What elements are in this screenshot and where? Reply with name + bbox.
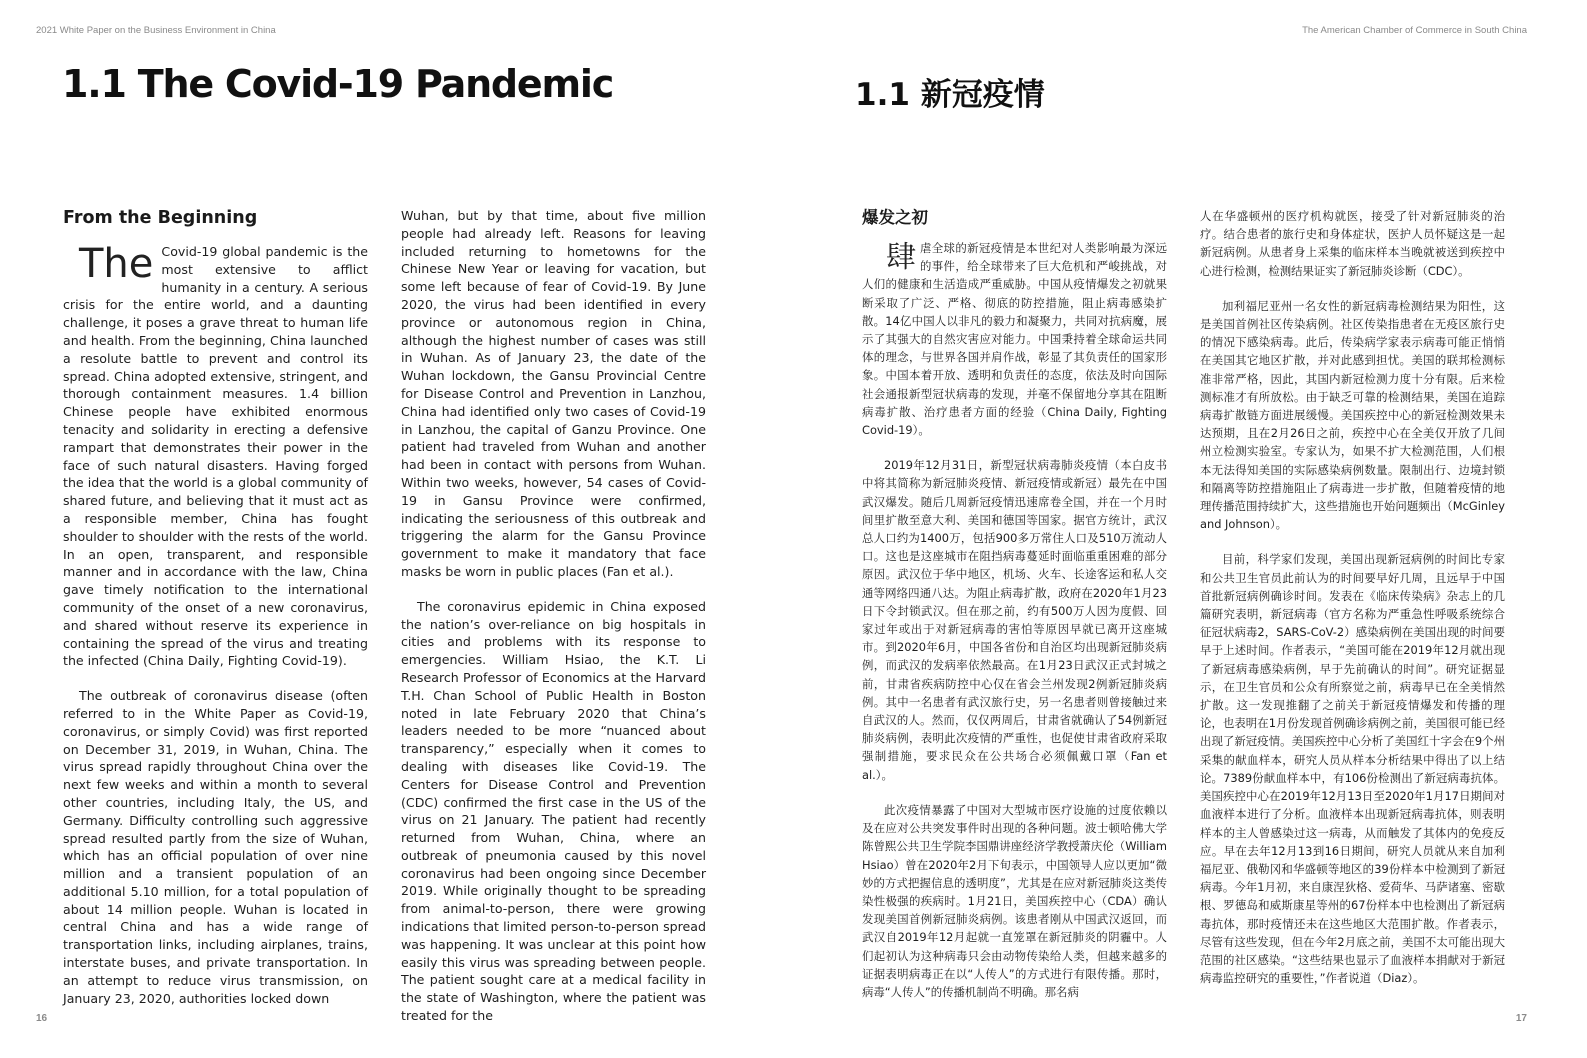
drop-cap: The xyxy=(79,241,154,287)
page-title-english: 1.1 The Covid-19 Pandemic xyxy=(62,62,614,106)
body-paragraph: The coronavirus epidemic in China exposed the nation’s over-reliance on big hospitals in cities and problems with its response to emergencies. William Hsiao, the K.T. Li Research Professor of Economics at the Harvard T.H. Chan School of Public Health in Boston noted in late February 2020 that China’s leaders needed to be more “nuanced about transparency,” especially when it comes to dealing with diseases like Covid-19. The Centers for Disease Control and Prevention (CDC) confirmed the first case in the US of the virus on 21 January. The patient had recently returned from Wuhan, China, where an outbreak of pneumonia caused by this novel coronavirus had been ongoing since December 2019. While originally thought to be spreading from animal-to-person, there were growing indications that limited person-to-person spread was happening. It was unclear at this point how easily this virus was spreading between people. The patient sought care at a medical facility in the state of Washington, where the patient was treated for the xyxy=(401,598,706,1024)
section-heading-english: From the Beginning xyxy=(63,208,258,228)
body-paragraph: 目前，科学家们发现，美国出现新冠病例的时间比专家和公共卫生官员此前认为的时间要早好几周，且远早于中国首批新冠病例确诊时间。发表在《临床传染病》杂志上的几篇研究表明，新冠病毒（官方名称为严重急性呼吸系统综合征冠状病毒2，SARS-CoV-2）感染病例在美国出现的时间要早于上述时间。作者表示，“美国可能在2019年12月就出现了新冠病毒感染病例，早于先前确认的时间”。研究证据显示，在卫生官员和公众有所察觉之前，病毒早已在全美悄然扩散。这一发现推翻了之前关于新冠疫情爆发和传播的理论，也表明在1月份发现首例确诊病例之前，美国很可能已经出现了新冠疫情。美国疾控中心分析了美国红十字会在9个州采集的献血样本，研究人员从样本分析结果中得出了以上结论。7389份献血样本中，有106份检测出了新冠病毒抗体。美国疾控中心在2019年12月13日至2020年1月17日期间对血液样本进行了分析。血液样本出现新冠病毒抗体，则表明样本的主人曾感染过这一病毒，从而触发了其体内的免疫反应。早在去年12月13到16日期间，研究人员就从来自加利福尼亚、俄勒冈和华盛顿等地区的39份样本中检测到了新冠病毒。今年1月初，来自康涅狄格、爱荷华、马萨诸塞、密歇根、罗德岛和威斯康星等州的67份样本中也检测出了新冠病毒抗体，那时疫情还未在这些地区大范围扩散。作者表示，尽管有这些发现，但在今年2月底之前，美国不太可能出现大范围的社区感染。“这些结果也显示了血液样本捐献对于新冠病毒监控研究的重要性，”作者说道（Diaz）。 xyxy=(1200,552,1505,986)
body-paragraph xyxy=(862,239,1167,439)
page-title-chinese: 1.1 新冠疫情 xyxy=(855,77,1045,113)
body-paragraph: 人在华盛顿州的医疗机构就医，接受了针对新冠肺炎的治疗。结合患者的旅行史和身体症状，医护人员怀疑这是一起新冠病例。从患者身上采集的临床样本当晚就被送到疾控中心进行检测，检测结果证实了新冠肺炎诊断（CDC）。 xyxy=(1200,209,1505,278)
page-number-left: 16 xyxy=(36,1013,48,1024)
body-paragraph: 加利福尼亚州一名女性的新冠病毒检测结果为阳性，这是美国首例社区传染病例。社区传染指患者在无疫区旅行史的情况下感染病毒。此后，传染病学家表示病毒可能正悄悄在美国其它地区扩散，并对此感到担忧。美国的联邦检测标准非常严格，因此，其国内新冠检测力度十分有限。后来检测标准才有所放松。由于缺乏可靠的检测结果，美国在追踪病毒扩散链方面进展缓慢。美国疾控中心的新冠检测效果未达预期，且在2月26日之前，疾控中心在全美仅开放了几间州立检测实验室。专家认为，如果不扩大检测范围，人们根本无法得知美国的实际感染病例数量。限制出行、边境封锁和隔离等防控措施阻止了病毒进一步扩散，但随着疫情的地理传播范围持续扩大，这些措施也开始问题频出（McGinley and Johnson）。 xyxy=(1200,298,1505,532)
english-column-2 xyxy=(401,207,706,1042)
body-paragraph: The outbreak of coronavirus disease (often referred to in the White Paper as Covid-19, coronavirus, or simply Covid) was first reported on December 31, 2019, in Wuhan, China. The virus spread rapidly throughout China over the next few weeks and within a month to several other countries, including Italy, the US, and Germany. Difficulty controlling such aggressive spread resulted partly from the size of Wuhan, which has an official population of over nine million and a transient population of an additional 5.10 million, for a total population of about 14 million people. Wuhan is located in central China and has a wide range of transportation links, including airplanes, trains, interstate buses, and private transportation. In an attempt to reduce virus transmission, on January 23, 2020, authorities locked down xyxy=(63,688,368,1006)
chinese-column-1 xyxy=(862,207,1167,1018)
english-column-1 xyxy=(63,207,368,1024)
chinese-column-2 xyxy=(1200,207,1505,1004)
body-paragraph xyxy=(63,243,368,670)
section-heading-chinese: 爆发之初 xyxy=(862,208,928,227)
body-paragraph: 2019年12月31日，新型冠状病毒肺炎疫情（本白皮书中将其简称为新冠肺炎疫情、新冠疫情或新冠）最先在中国武汉爆发。随后几周新冠疫情迅速席卷全国，并在一个月时间里扩散至意大利、美国和德国等国家。据官方统计，武汉总人口约为1400万，包括900多万常住人口及510万流动人口。这也是这座城市在阻挡病毒蔓延时面临重重困难的部分原因。武汉位于华中地区，机场、火车、长途客运和私人交通等网络四通八达。为阻止病毒扩散，政府在2020年1月23日下令封锁武汉。但在那之前，约有500万人因为度假、回家过年或出于对新冠病毒的害怕等原因早就已离开这座城市。到2020年6月，中国各省份和自治区均出现新冠肺炎病例，而武汉的发病率依然最高。在1月23日武汉正式封城之前，甘肃省疾病防控中心仅在省会兰州发现2例新冠肺炎病例。其中一名患者有武汉旅行史，另一名患者则曾接触过来自武汉的人。然而，仅仅两周后，甘肃省就确认了54例新冠肺炎病例，表明此次疫情的严重性，也促使甘肃省政府采取强制措施，要求民众在公共场合必须佩戴口罩（Fan et al.）。 xyxy=(862,458,1167,782)
body-paragraph: Wuhan, but by that time, about five million people had already left. Reasons for leaving included returning to hometowns for the Chinese New Year or leaving for vacation, but some left because of fear of Covid-19. By June 2020, the virus had been identified in every province or autonomous region in China, although the highest number of cases was still in Wuhan. As of January 23, the date of the Wuhan lockdown, the Gansu Provincial Centre for Disease Control and Prevention in Lanzhou, China had identified only two cases of Covid-19 in Lanzhou, the capital of Ganzu Province. One patient had traveled from Wuhan and another had been in contact with persons from Wuhan. Within two weeks, however, 54 cases of Covid-19 in Gansu Province were confirmed, indicating the seriousness of this outbreak and triggering the alarm for the Gansu Province government to make it mandatory that face masks be worn in public places (Fan et al.). xyxy=(401,208,706,579)
running-header-left: 2021 White Paper on the Business Environment in China xyxy=(36,25,276,36)
paragraph-text: Covid-19 global pandemic is the most extensive to afflict humanity in a century. A serious crisis for the entire world, and a daunting challenge, it poses a grave threat to human life and health. From the beginning, China launched a resolute battle to prevent and control its spread. China adopted extensive, stringent, and thorough containment measures. 1.4 billion Chinese people have exhibited enormous tenacity and solidarity in erecting a defensive rampart that demonstrates their power in the face of such natural disasters. Having forged the idea that the world is a global community of shared future, and believing that it must act as a responsible member, China has fought shoulder to shoulder with the rests of the world. In an open, transparent, and responsible manner and in accordance with the law, China gave timely notification to the international community of the onset of a new coronavirus, and shared without reserve its experience in containing the spread of the virus and treating the infected (China Daily, Fighting Covid-19). xyxy=(63,244,368,669)
page-number-right: 17 xyxy=(1515,1013,1527,1024)
body-paragraph: 此次疫情暴露了中国对大型城市医疗设施的过度依赖以及在应对公共突发事件时出现的各种问题。波士顿哈佛大学陈曾熙公共卫生学院李国鼎讲座经济学教授萧庆伦（William Hsiao）曾在2020年2月下旬表示，中国领导人应以更加“微妙的方式把握信息的透明度”，尤其是在应对新冠肺炎这类传染性极强的疾病时。1月21日，美国疾控中心（CDA）确认发现美国首例新冠肺炎病例。该患者刚从中国武汉返回，而武汉自2019年12月起就一直笼罩在新冠肺炎的阴霾中。人们起初认为这种病毒只会由动物传染给人类，但越来越多的证据表明病毒正在以“人传人”的方式进行有限传播。那时，病毒“人传人”的传播机制尚不明确。那名病 xyxy=(862,802,1167,999)
drop-cap: 肆 xyxy=(886,240,916,275)
paragraph-text: 虐全球的新冠疫情是本世纪对人类影响最为深远的事件，给全球带来了巨大危机和严峻挑战，对人们的健康和生活造成严重威胁。中国从疫情爆发之初就果断采取了广泛、严格、彻底的防控措施，阻止病毒感染扩散。14亿中国人以非凡的毅力和凝聚力，共同对抗病魔，展示了其强大的自然灾害应对能力。中国秉持着全球命运共同体的理念，与世界各国并肩作战，彰显了其负责任的国家形象。中国本着开放、透明和负责任的态度，依法及时向国际社会通报新型冠状病毒的发现，并毫不保留地分享其在阻断病毒扩散、治疗患者方面的经验（China Daily, Fighting Covid-19）。 xyxy=(862,241,1167,438)
running-header-right: The American Chamber of Commerce in South China xyxy=(1302,25,1527,36)
